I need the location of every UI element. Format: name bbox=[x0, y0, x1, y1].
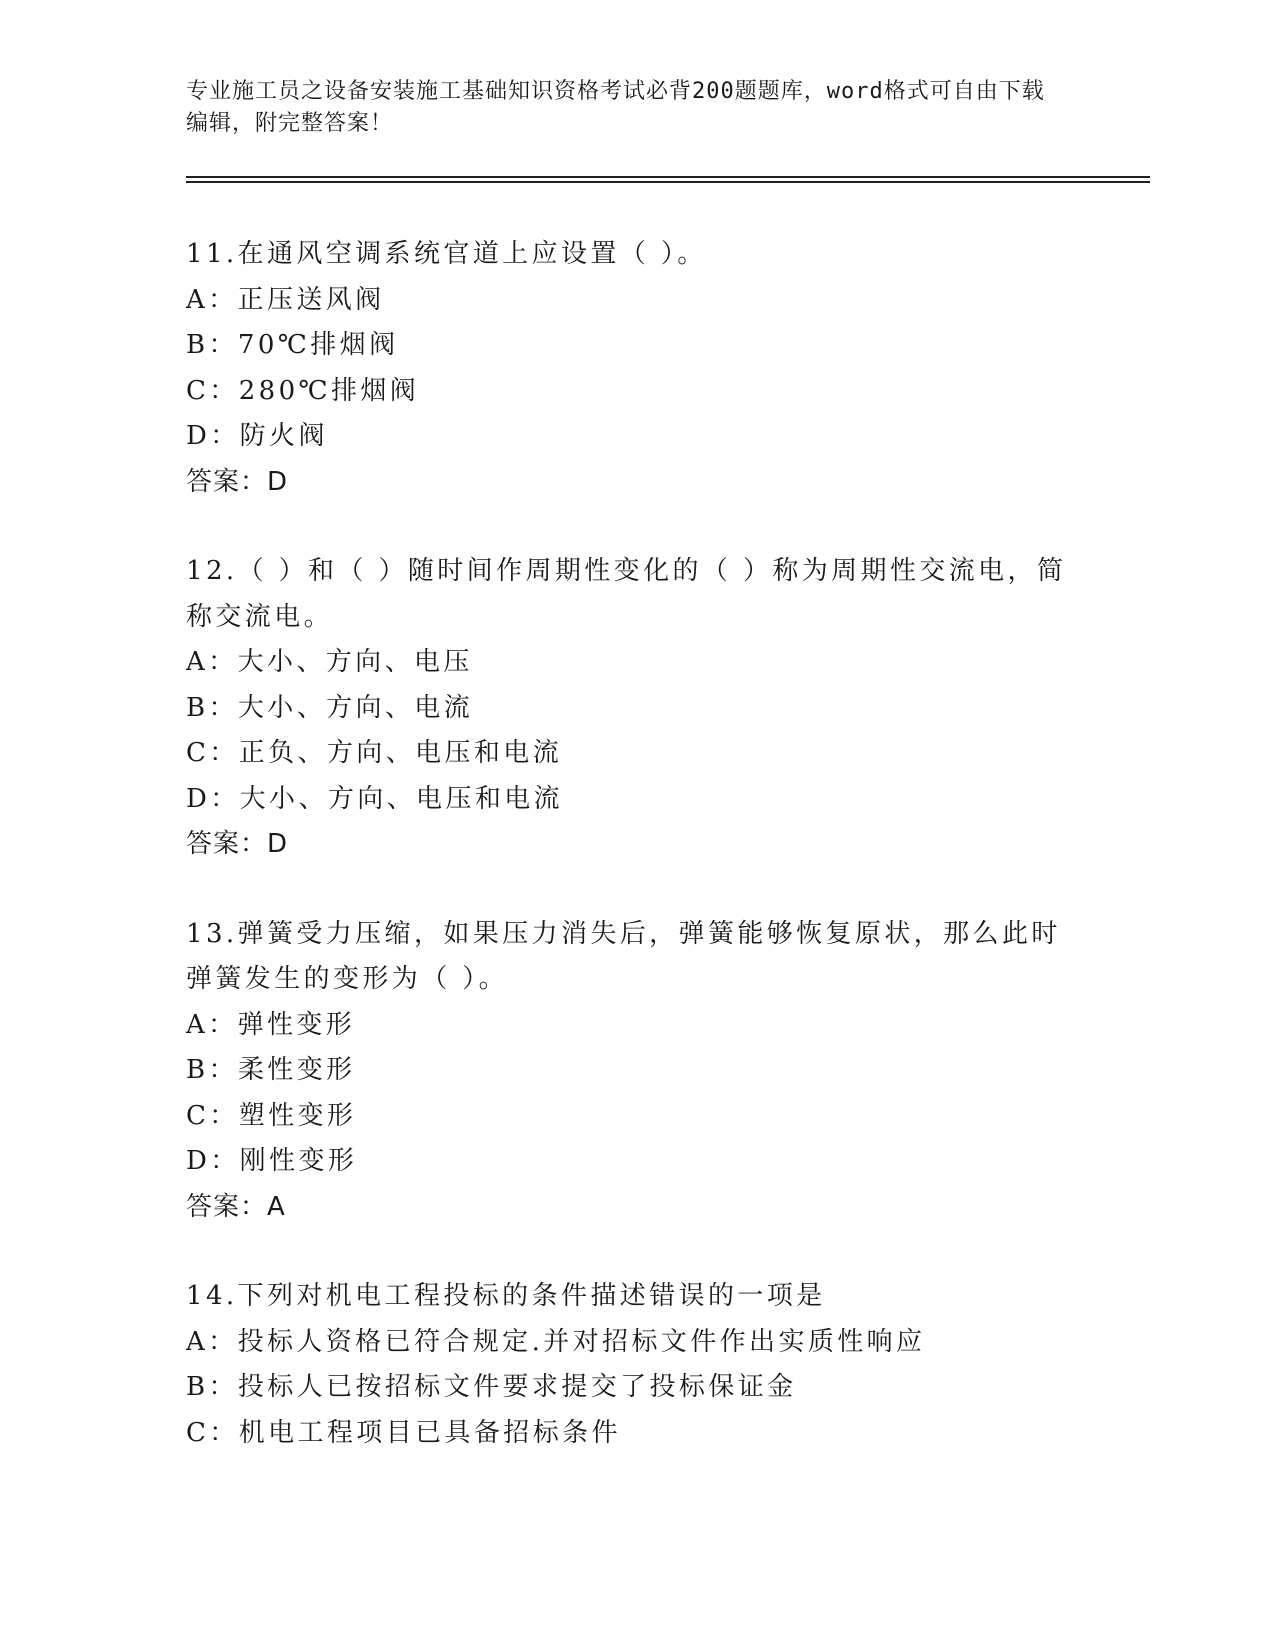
question-list bbox=[186, 232, 1086, 1500]
answer-line: 答案：D bbox=[186, 829, 289, 859]
question-13 bbox=[186, 912, 1086, 1231]
option-c: C：塑性变形 bbox=[186, 1100, 357, 1131]
option-b: B：70℃排烟阀 bbox=[186, 330, 399, 360]
document-header bbox=[186, 76, 1066, 140]
question-11 bbox=[186, 232, 1086, 505]
option-a: A：弹性变形 bbox=[186, 1009, 356, 1040]
option-d: D：刚性变形 bbox=[186, 1146, 358, 1176]
option-a: A：投标人资格已符合规定.并对招标文件作出实质性响应 bbox=[186, 1326, 926, 1357]
header-divider-top bbox=[186, 176, 1150, 178]
question-14 bbox=[186, 1274, 1086, 1456]
option-c: C：280℃排烟阀 bbox=[186, 375, 420, 406]
option-a: A：大小、方向、电压 bbox=[186, 647, 473, 677]
question-12 bbox=[186, 549, 1086, 868]
question-stem: 13.弹簧受力压缩，如果压力消失后，弹簧能够恢复原状，那么此时弹簧发生的变形为（ ）。 bbox=[186, 918, 1061, 994]
option-a: A：正压送风阀 bbox=[186, 284, 385, 315]
option-d: D：大小、方向、电压和电流 bbox=[186, 783, 564, 814]
question-stem: 12.（ ）和（ ）随时间作周期性变化的（ ）称为周期性交流电，简称交流电。 bbox=[186, 556, 1067, 632]
option-c: C：正负、方向、电压和电流 bbox=[186, 738, 563, 768]
option-d: D：防火阀 bbox=[186, 421, 328, 451]
answer-line: 答案：A bbox=[186, 1191, 286, 1222]
answer-line: 答案：D bbox=[186, 466, 289, 497]
question-stem: 14.下列对机电工程投标的条件描述错误的一项是 bbox=[186, 1281, 826, 1311]
option-b: B：柔性变形 bbox=[186, 1055, 356, 1085]
header-divider-bottom bbox=[186, 181, 1150, 183]
option-c: C：机电工程项目已具备招标条件 bbox=[186, 1417, 621, 1448]
option-b: B：投标人已按招标文件要求提交了投标保证金 bbox=[186, 1372, 797, 1402]
question-stem: 11.在通风空调系统官道上应设置（ ）。 bbox=[186, 239, 707, 269]
option-b: B：大小、方向、电流 bbox=[186, 692, 474, 723]
document-title: 专业施工员之设备安装施工基础知识资格考试必背200题题库，word格式可自由下载编辑，附完整答案！ bbox=[186, 79, 1045, 136]
